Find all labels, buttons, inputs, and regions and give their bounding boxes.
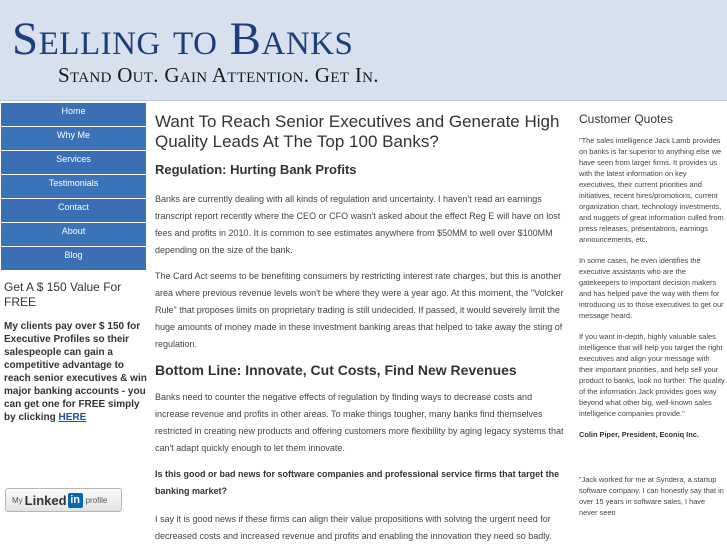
quote-paragraph: "The sales intelligence Jack Lamb provides on banks is far superior to anything else we have seen from larger firms. It provides us with the latest information on key executives, their current priorities and initiatives, recent hires/promotions, current organization chart, technology investments, and nuggets of great information culled from press releases, presentations, earnings announcements, etc. bbox=[579, 136, 724, 244]
main-content bbox=[155, 112, 567, 545]
page-title: Want To Reach Senior Executives and Generate High Quality Leads At The Top 100 Banks? bbox=[155, 112, 560, 151]
paragraph-card-act: The Card Act seems to be benefiting consumers by restricting interest rate charges, but this is another area where previous revenue levels won't be where they were a year ago. At this moment, the "Volcker Rule" that proposes limits on proprietary trading is still undecided. If passed, it would severely limit the huge amounts of money made in these investment banking areas that helped to take away the sting of regulation. bbox=[155, 271, 564, 349]
paragraph-regulation: Banks are currently dealing with all kinds of regulation and uncertainty. I haven't read an earnings transcript report recently where the CEO or CFO wasn't asked about the effect Reg E will have on lost fees and profits in 2010. It is common to see estimates anywhere from $50MM to well over $100MM depending on the size of the bank. bbox=[155, 194, 561, 255]
linkedin-profile-label: profile bbox=[85, 495, 108, 505]
customer-quotes-sidebar bbox=[579, 112, 725, 528]
nav-services[interactable]: Services bbox=[1, 151, 146, 174]
quote-paragraph: If you want in-depth, highly valuable sales intelligence that will help you target the right executives and align your message with their important priorities, and help sell your product to banks, look no further. The quality of the information Jack provides goes way beyond what other big, well-known sales intelligence companies provide." bbox=[579, 332, 725, 418]
quote-credit: Colin Piper, President, Econiq Inc. bbox=[579, 430, 699, 439]
customer-quotes-title: Customer Quotes bbox=[579, 112, 674, 126]
paragraph-bottom-line: Banks need to counter the negative effects of regulation by finding ways to decrease costs and increase revenue and profits in other areas. To make things tougher, many banks find themselves restricted in creating new products and offering customers more flexibility by aging legacy systems that can't adapt quickly enough to let them innovate. bbox=[155, 392, 564, 453]
site-header bbox=[0, 0, 727, 101]
promo-heading: Get A $ 150 Value For FREE bbox=[4, 280, 122, 309]
nav-about[interactable]: About bbox=[1, 223, 146, 246]
promo-text: My clients pay over $ 150 for Executive Profiles so their salespeople can gain a competitive advantage to reach senior executives & win major banking accounts - you can get one for FREE simply by clicking bbox=[4, 321, 147, 423]
nav-blog[interactable]: Blog bbox=[1, 247, 146, 270]
paragraph-good-news: I say it is good news if these firms can align their value propositions with solving the urgent need for decreased costs and increased revenue and profits and enabling the innovation they need so badly. bbox=[155, 514, 552, 541]
promo-body bbox=[4, 320, 149, 424]
quote-paragraph: In some cases, he even identifies the executive assistants who are the gatekeepers to important decision makers and has helped pave the way with them for introducing us to those executives to get our message heard. bbox=[579, 256, 724, 320]
site-logo[interactable]: Selling to Banks bbox=[12, 13, 354, 65]
linkedin-in-icon: in bbox=[68, 493, 83, 508]
section-heading-regulation: Regulation: Hurting Bank Profits bbox=[155, 162, 357, 177]
linkedin-profile-badge[interactable] bbox=[5, 488, 122, 512]
linkedin-my-label: My bbox=[12, 495, 23, 505]
question-text: Is this good or bad news for software companies and professional service firms that target the banking market? bbox=[155, 469, 560, 496]
promo-here-link[interactable]: HERE bbox=[58, 412, 87, 423]
section-heading-bottom-line: Bottom Line: Innovate, Cut Costs, Find New Revenues bbox=[155, 362, 517, 378]
quote-paragraph: "Jack worked for me at Syndera, a startup software company. I can honestly say that in over 15 years in software sales, I have never seen bbox=[579, 475, 724, 517]
nav-home[interactable]: Home bbox=[1, 103, 146, 126]
main-nav bbox=[1, 103, 146, 271]
linkedin-wordmark: Linked bbox=[24, 492, 67, 508]
nav-contact[interactable]: Contact bbox=[1, 199, 146, 222]
nav-testimonials[interactable]: Testimonials bbox=[1, 175, 146, 198]
nav-why-me[interactable]: Why Me bbox=[1, 127, 146, 150]
site-tagline: Stand Out. Gain Attention. Get In. bbox=[58, 63, 379, 87]
